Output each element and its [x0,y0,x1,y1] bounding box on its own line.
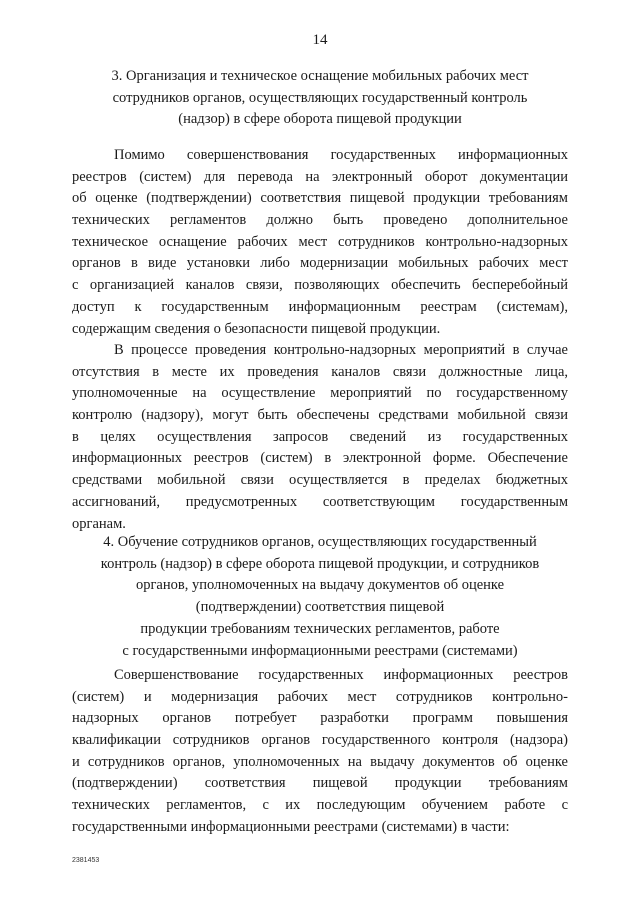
heading-line: (подтверждении) соответствия пищевой [195,599,445,616]
paragraph-line: отсутствия в месте их проведения каналов связи должностные лица, [72,363,568,380]
paragraph-line: органов в виде установки либо модернизации мобильных рабочих мест [72,255,568,272]
page-number: 14 [312,32,328,48]
paragraph-line: содержащим сведения о безопасности пищевой продукции. [72,320,441,337]
paragraph-line: В процессе проведения контрольно-надзорных мероприятий в случае [114,342,568,358]
paragraph-line: и сотрудников органов, уполномоченных на выдачу документов об оценке [72,753,568,770]
paragraph-line: уполномоченные на осуществление мероприятий по государственному [72,385,568,402]
paragraph-line: об оценке (подтверждении) соответствия пищевой продукции требованиям [72,190,568,207]
heading-line: контроль (надзор) в сфере оборота пищевой продукции, и сотрудников [100,555,540,572]
paragraph-line: органам. [72,515,126,532]
section-3-paragraph-2 [72,340,568,535]
paragraph-line: с организацией каналов связи, позволяющих обеспечить бесперебойный [72,277,568,294]
heading-line: 3. Организация и техническое оснащение мобильных рабочих мест [111,68,529,84]
heading-line: 4. Обучение сотрудников органов, осуществляющих государственный [103,534,537,550]
section-3-paragraph-1 [72,145,568,340]
paragraph-line: (подтверждении) соответствия пищевой продукции требованиям [72,775,568,792]
section-4-heading [72,532,568,662]
paragraph-line: государственными информационными реестрами (системами) в части: [72,818,510,835]
paragraph-line: Совершенствование государственных информационных реестров [114,667,568,683]
paragraph-line: контролю (надзору), могут быть обеспечены средствами мобильной связи [72,407,568,424]
paragraph-line: квалификации сотрудников органов государственного контроля (надзора) [72,732,568,749]
heading-line: органов, уполномоченных на выдачу документов об оценке [135,577,505,594]
section-4-paragraph-1 [72,665,568,839]
heading-line: с государственными информационными реестрами (системами) [122,642,518,659]
heading-line: (надзор) в сфере оборота пищевой продукции [178,111,462,128]
paragraph-line: реестров (систем) для перевода на электронный оборот документации [72,168,568,185]
document-id: 2381453 [72,857,100,864]
paragraph-line: технических регламентов, с их последующим обучением работе с [72,797,568,814]
paragraph-line: информационных реестров (систем) в электронной форме. Обеспечение [72,450,568,467]
paragraph-line: Помимо совершенствования государственных информационных [114,147,568,163]
paragraph-line: ассигнований, предусмотренных соответствующим государственным [72,493,568,510]
paragraph-line: доступ к государственным информационным реестрам (системам), [72,298,568,315]
heading-line: продукции требованиям технических регламентов, работе [140,620,500,637]
heading-line: сотрудников органов, осуществляющих государственный контроль [112,89,528,106]
paragraph-line: (систем) и модернизация рабочих мест сотрудников контрольно- [72,688,568,705]
paragraph-line: техническое оснащение рабочих мест сотрудников контрольно-надзорных [72,233,568,250]
paragraph-line: средствами мобильной связи осуществляется в пределах бюджетных [72,472,568,489]
section-3-heading [72,66,568,131]
paragraph-line: надзорных органов потребует разработки программ повышения [72,710,568,727]
paragraph-line: технических регламентов должно быть проведено дополнительное [72,212,568,229]
paragraph-line: в целях осуществления запросов сведений из государственных [72,428,568,445]
